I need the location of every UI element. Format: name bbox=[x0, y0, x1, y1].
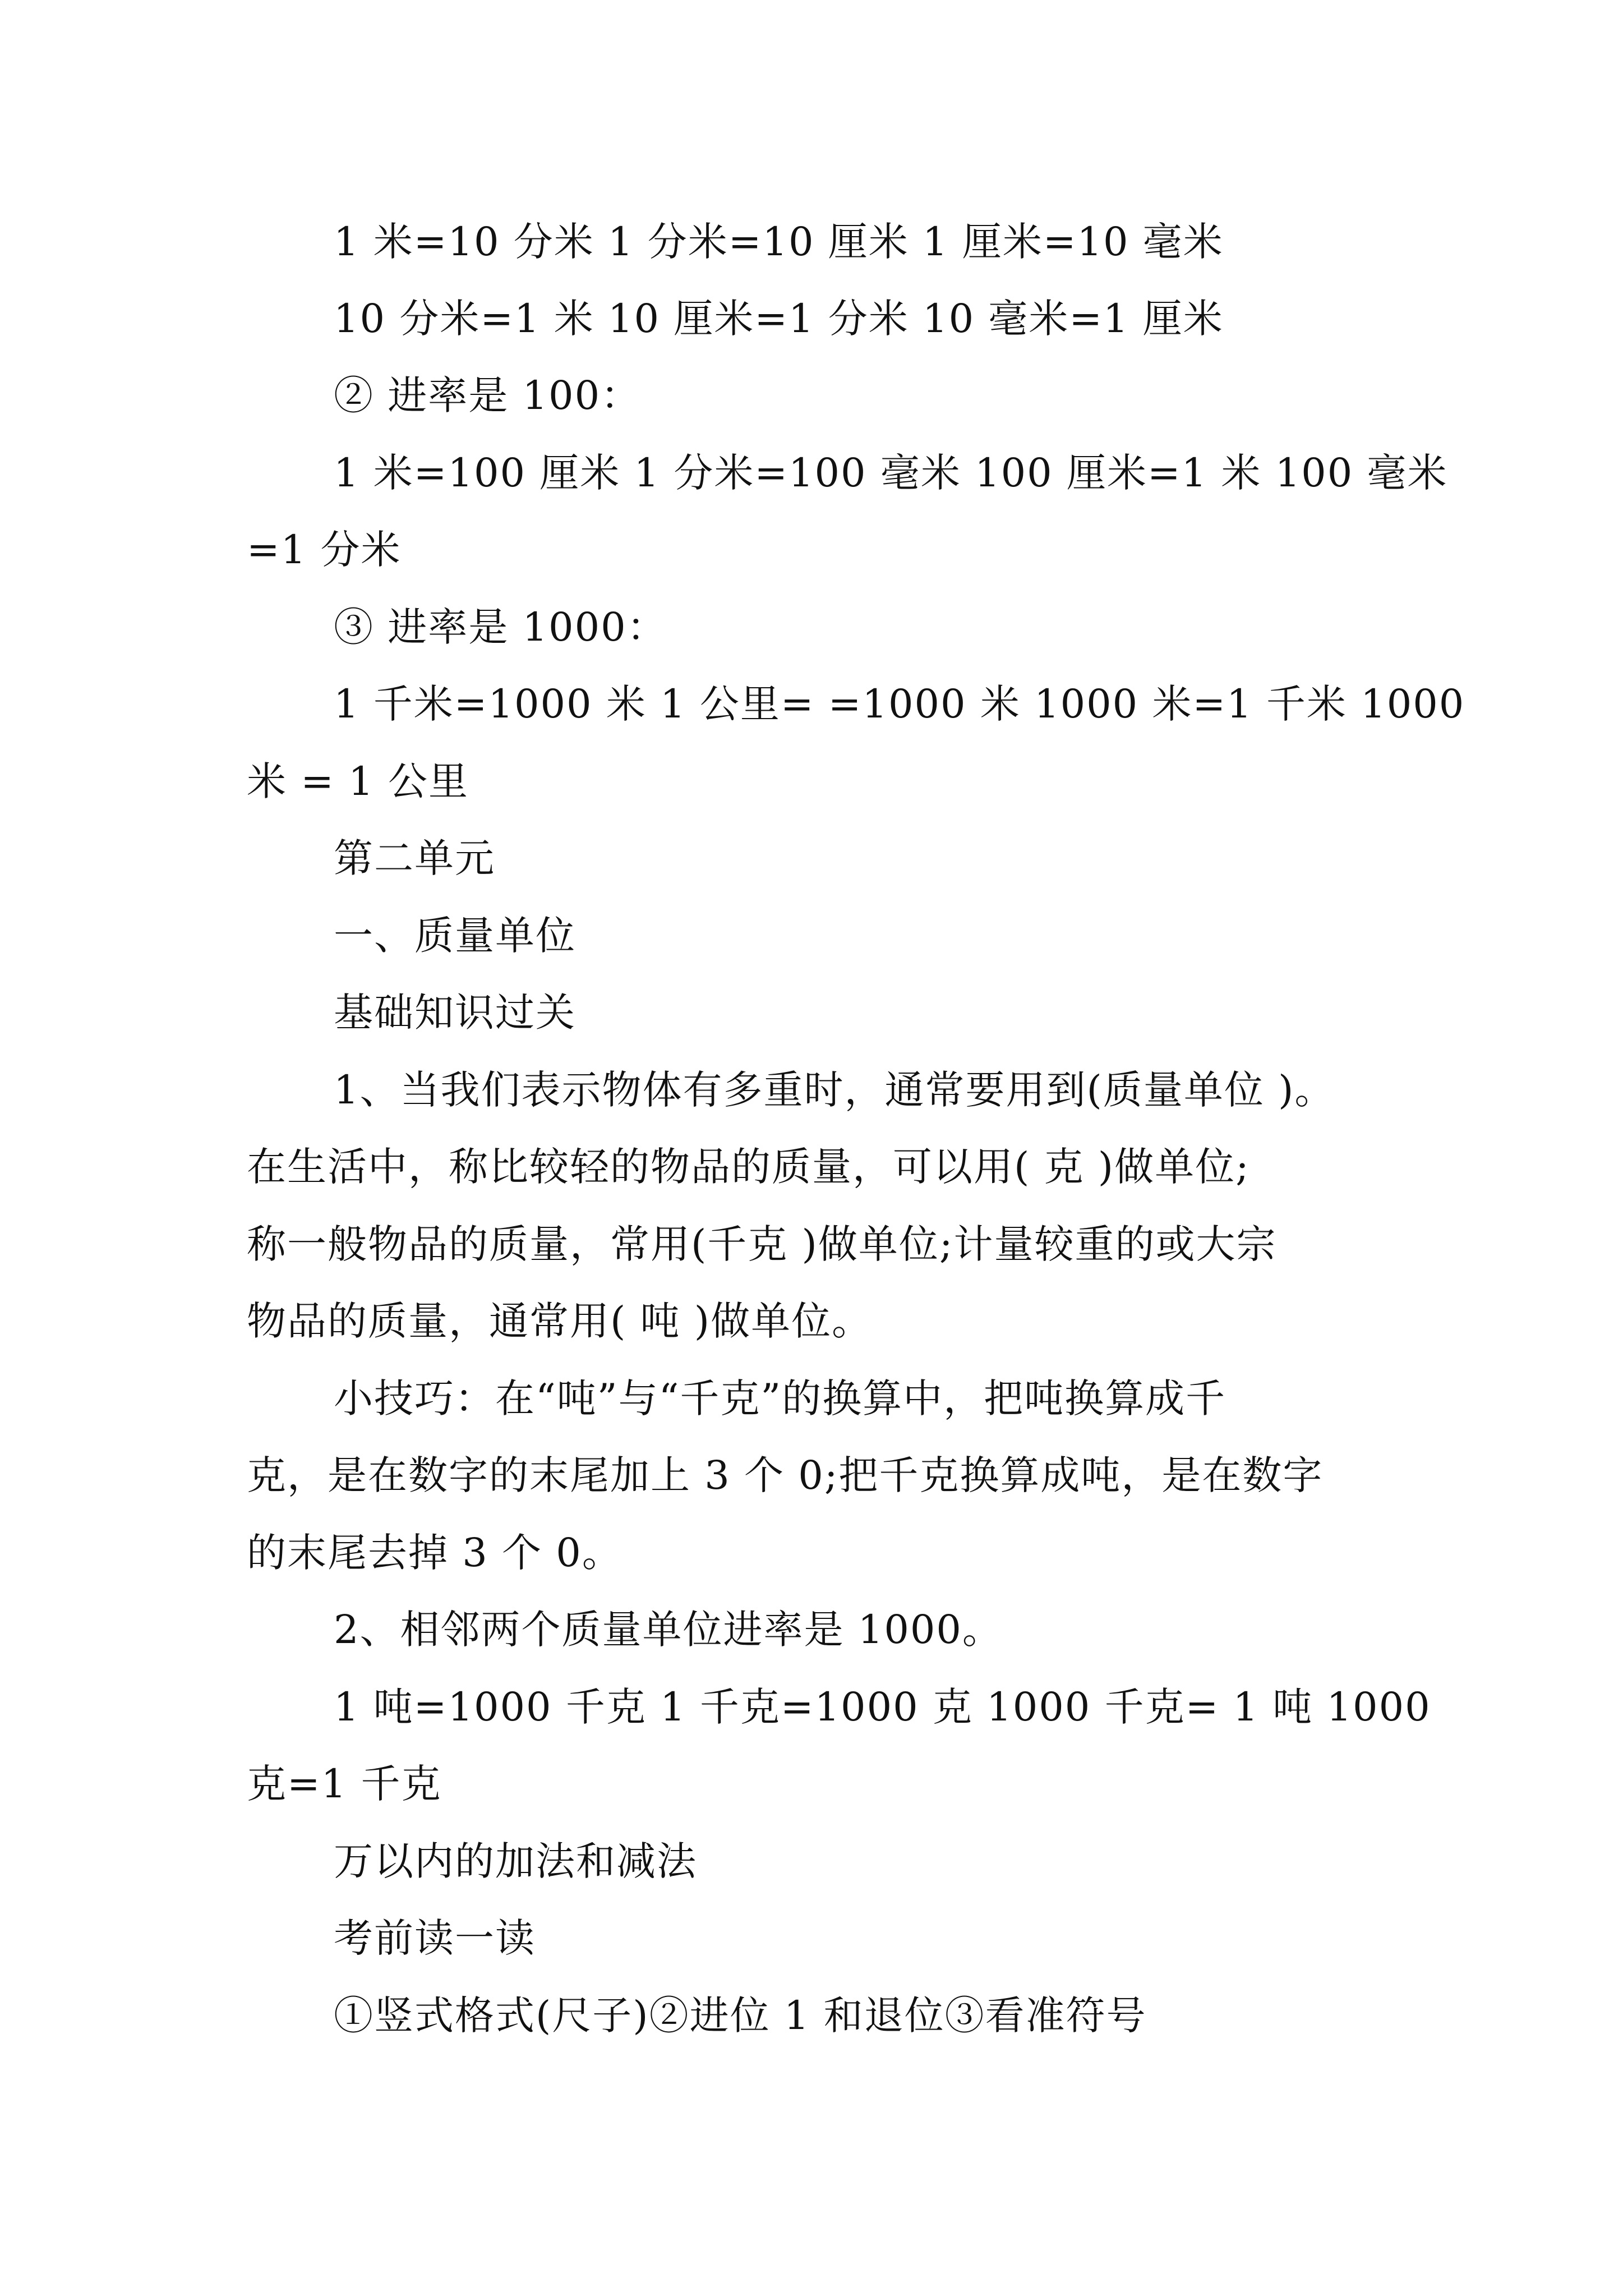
text-line: 克=1 千克 bbox=[247, 1761, 442, 1807]
text-line: 在生活中，称比较轻的物品的质量，可以用( 克 )做单位; bbox=[247, 1144, 1250, 1190]
heading-subsection: 考前读一读 bbox=[334, 1915, 536, 1961]
text-line: ①竖式格式(尺子)②进位 1 和退位③看准符号 bbox=[334, 1993, 1147, 2039]
text-line: 的末尾去掉 3 个 0。 bbox=[247, 1530, 623, 1576]
text-line: 克，是在数字的末尾加上 3 个 0;把千克换算成吨，是在数字 bbox=[247, 1452, 1324, 1498]
text-line: 米 = 1 公里 bbox=[247, 758, 469, 804]
text-line: 10 分米=1 米 10 厘米=1 分米 10 毫米=1 厘米 bbox=[334, 296, 1224, 342]
text-line: 1、当我们表示物体有多重时，通常要用到(质量单位 )。 bbox=[334, 1067, 1335, 1113]
text-line: 1 吨=1000 千克 1 千克=1000 克 1000 千克= 1 吨 1000 bbox=[334, 1684, 1431, 1730]
text-line: ③ 进率是 1000： bbox=[334, 604, 667, 650]
text-line: 2、相邻两个质量单位进率是 1000。 bbox=[334, 1607, 1003, 1653]
heading-section: 一、质量单位 bbox=[334, 913, 576, 959]
text-line: 物品的质量，通常用( 吨 )做单位。 bbox=[247, 1298, 873, 1344]
text-line: ② 进率是 100： bbox=[334, 372, 642, 418]
text-line: =1 分米 bbox=[247, 527, 402, 573]
text-line: 称一般物品的质量，常用(千克 )做单位;计量较重的或大宗 bbox=[247, 1221, 1277, 1267]
heading-subsection: 基础知识过关 bbox=[334, 990, 576, 1036]
text-line: 小技巧：在“吨”与“千克”的换算中，把吨换算成千 bbox=[334, 1375, 1227, 1421]
heading-subsection: 万以内的加法和减法 bbox=[334, 1838, 697, 1884]
text-line: 1 千米=1000 米 1 公里= =1000 米 1000 米=1 千米 1000 bbox=[334, 681, 1465, 727]
text-line: 1 米=100 厘米 1 分米=100 毫米 100 厘米=1 米 100 毫米 bbox=[334, 450, 1448, 496]
text-line: 1 米=10 分米 1 分米=10 厘米 1 厘米=10 毫米 bbox=[334, 219, 1224, 265]
heading-unit: 第二单元 bbox=[334, 835, 495, 881]
